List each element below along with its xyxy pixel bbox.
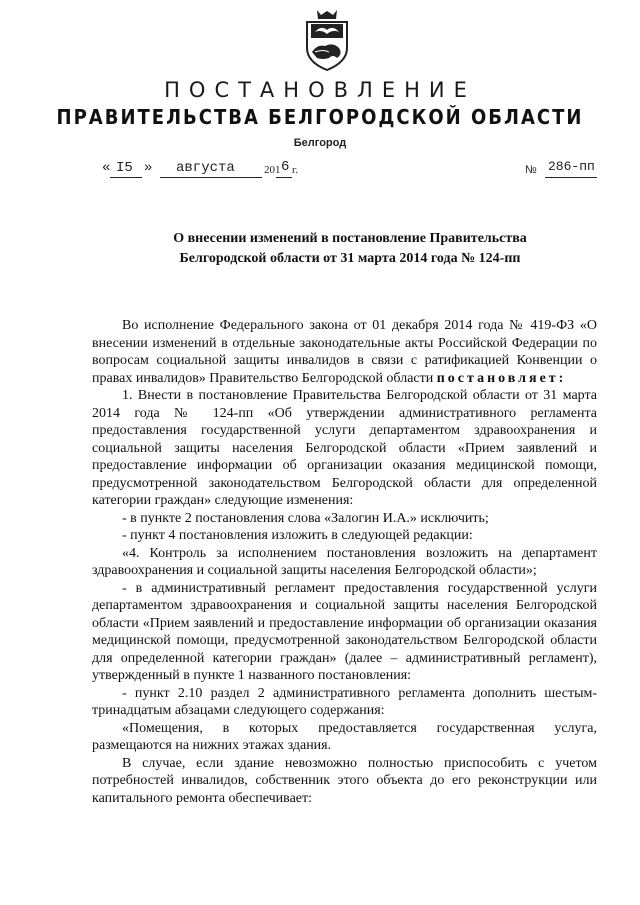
paragraph-item-2: - в пункте 2 постановления слова «Залогин И.А.» исключить; [122,510,489,526]
preamble-text: Во исполнение Федерального закона от 01 декабря 2014 года № 419-ФЗ «О внесении изменений в отдельные законодательные акты Российской Федерации по вопросам социальной защиты инвалидов в связи с ратификацией Конвенции о правах инвалидов» Правительство Белгородской области [92,318,597,386]
date-year-digit: 6 [281,159,290,175]
paragraph-item-6: - пункт 2.10 раздел 2 административного регламента дополнить шестым-тринадцатым абзацами следующего содержания: [92,685,597,718]
paragraph-item-7: «Помещения, в которых предоставляется государственная услуга, размещаются на нижних этажах здания. [92,720,597,753]
subject-line-2: Белгородской области от 31 марта 2014 года № 124-пп [179,251,521,266]
resolves-word: постановляет: [436,370,567,386]
number-label: № [525,164,537,176]
date-year-suffix: г. [292,164,299,176]
subject-line-1: О внесении изменений в постановление Правительства [173,231,527,246]
document-number-underline [545,177,597,178]
paragraph-item-4: «4. Контроль за исполнением постановления возложить на департамент здравоохранения и социальной защиты населения Белгородской области»; [92,545,597,578]
date-month-underline [160,177,262,178]
coat-of-arms-icon [303,8,351,72]
paragraph-item-8: В случае, если здание невозможно полностью приспособить с учетом потребностей инвалидов, собственник этого объекта до его реконструкции или капитального ремонта обеспечивает: [92,755,597,806]
date-year-prefix: 201 [264,164,281,176]
date-day: I5 [116,160,133,176]
date-day-underline [110,177,142,178]
document-number: 286-пп [548,159,595,174]
government-name: ПРАВИТЕЛЬСТВА БЕЛГОРОДСКОЙ ОБЛАСТИ [56,105,584,130]
date-open-quote: « [102,160,111,176]
date-month: августа [176,160,235,176]
paragraph-item-5: - в административный регламент предоставления государственной услуги департаментом здравоохранения и социальной защиты населения Белгородской области «Прием заявлений и предоставление информации об организации оказания медицинской помощи, предусмотренной законодательством Белгородской области для определенной категории граждан» (далее – административный регламент), утвержденный в пункте 1 названного постановления: [92,580,597,683]
preamble-paragraph [92,317,597,387]
city-name: Белгород [293,137,347,149]
date-close-quote: » [144,160,153,176]
document-subject [100,229,600,269]
date-year-underline [276,177,292,178]
paragraph-item-3: - пункт 4 постановления изложить в следующей редакции: [122,528,473,543]
paragraph-item-1: 1. Внести в постановление Правительства Белгородской области от 31 марта 2014 года № 124-пп «Об утверждении административного регламента предоставления государственной услуги департаментом здравоохранения и социальной защиты населения Белгородской области «Прием заявлений и предоставление информации об организации оказания медицинской помощи, предусмотренной законодательством Белгородской области для определенной категории граждан» следующие изменения: [92,388,597,508]
document-body [92,317,597,807]
document-title: ПОСТАНОВЛЕНИЕ [164,78,476,102]
